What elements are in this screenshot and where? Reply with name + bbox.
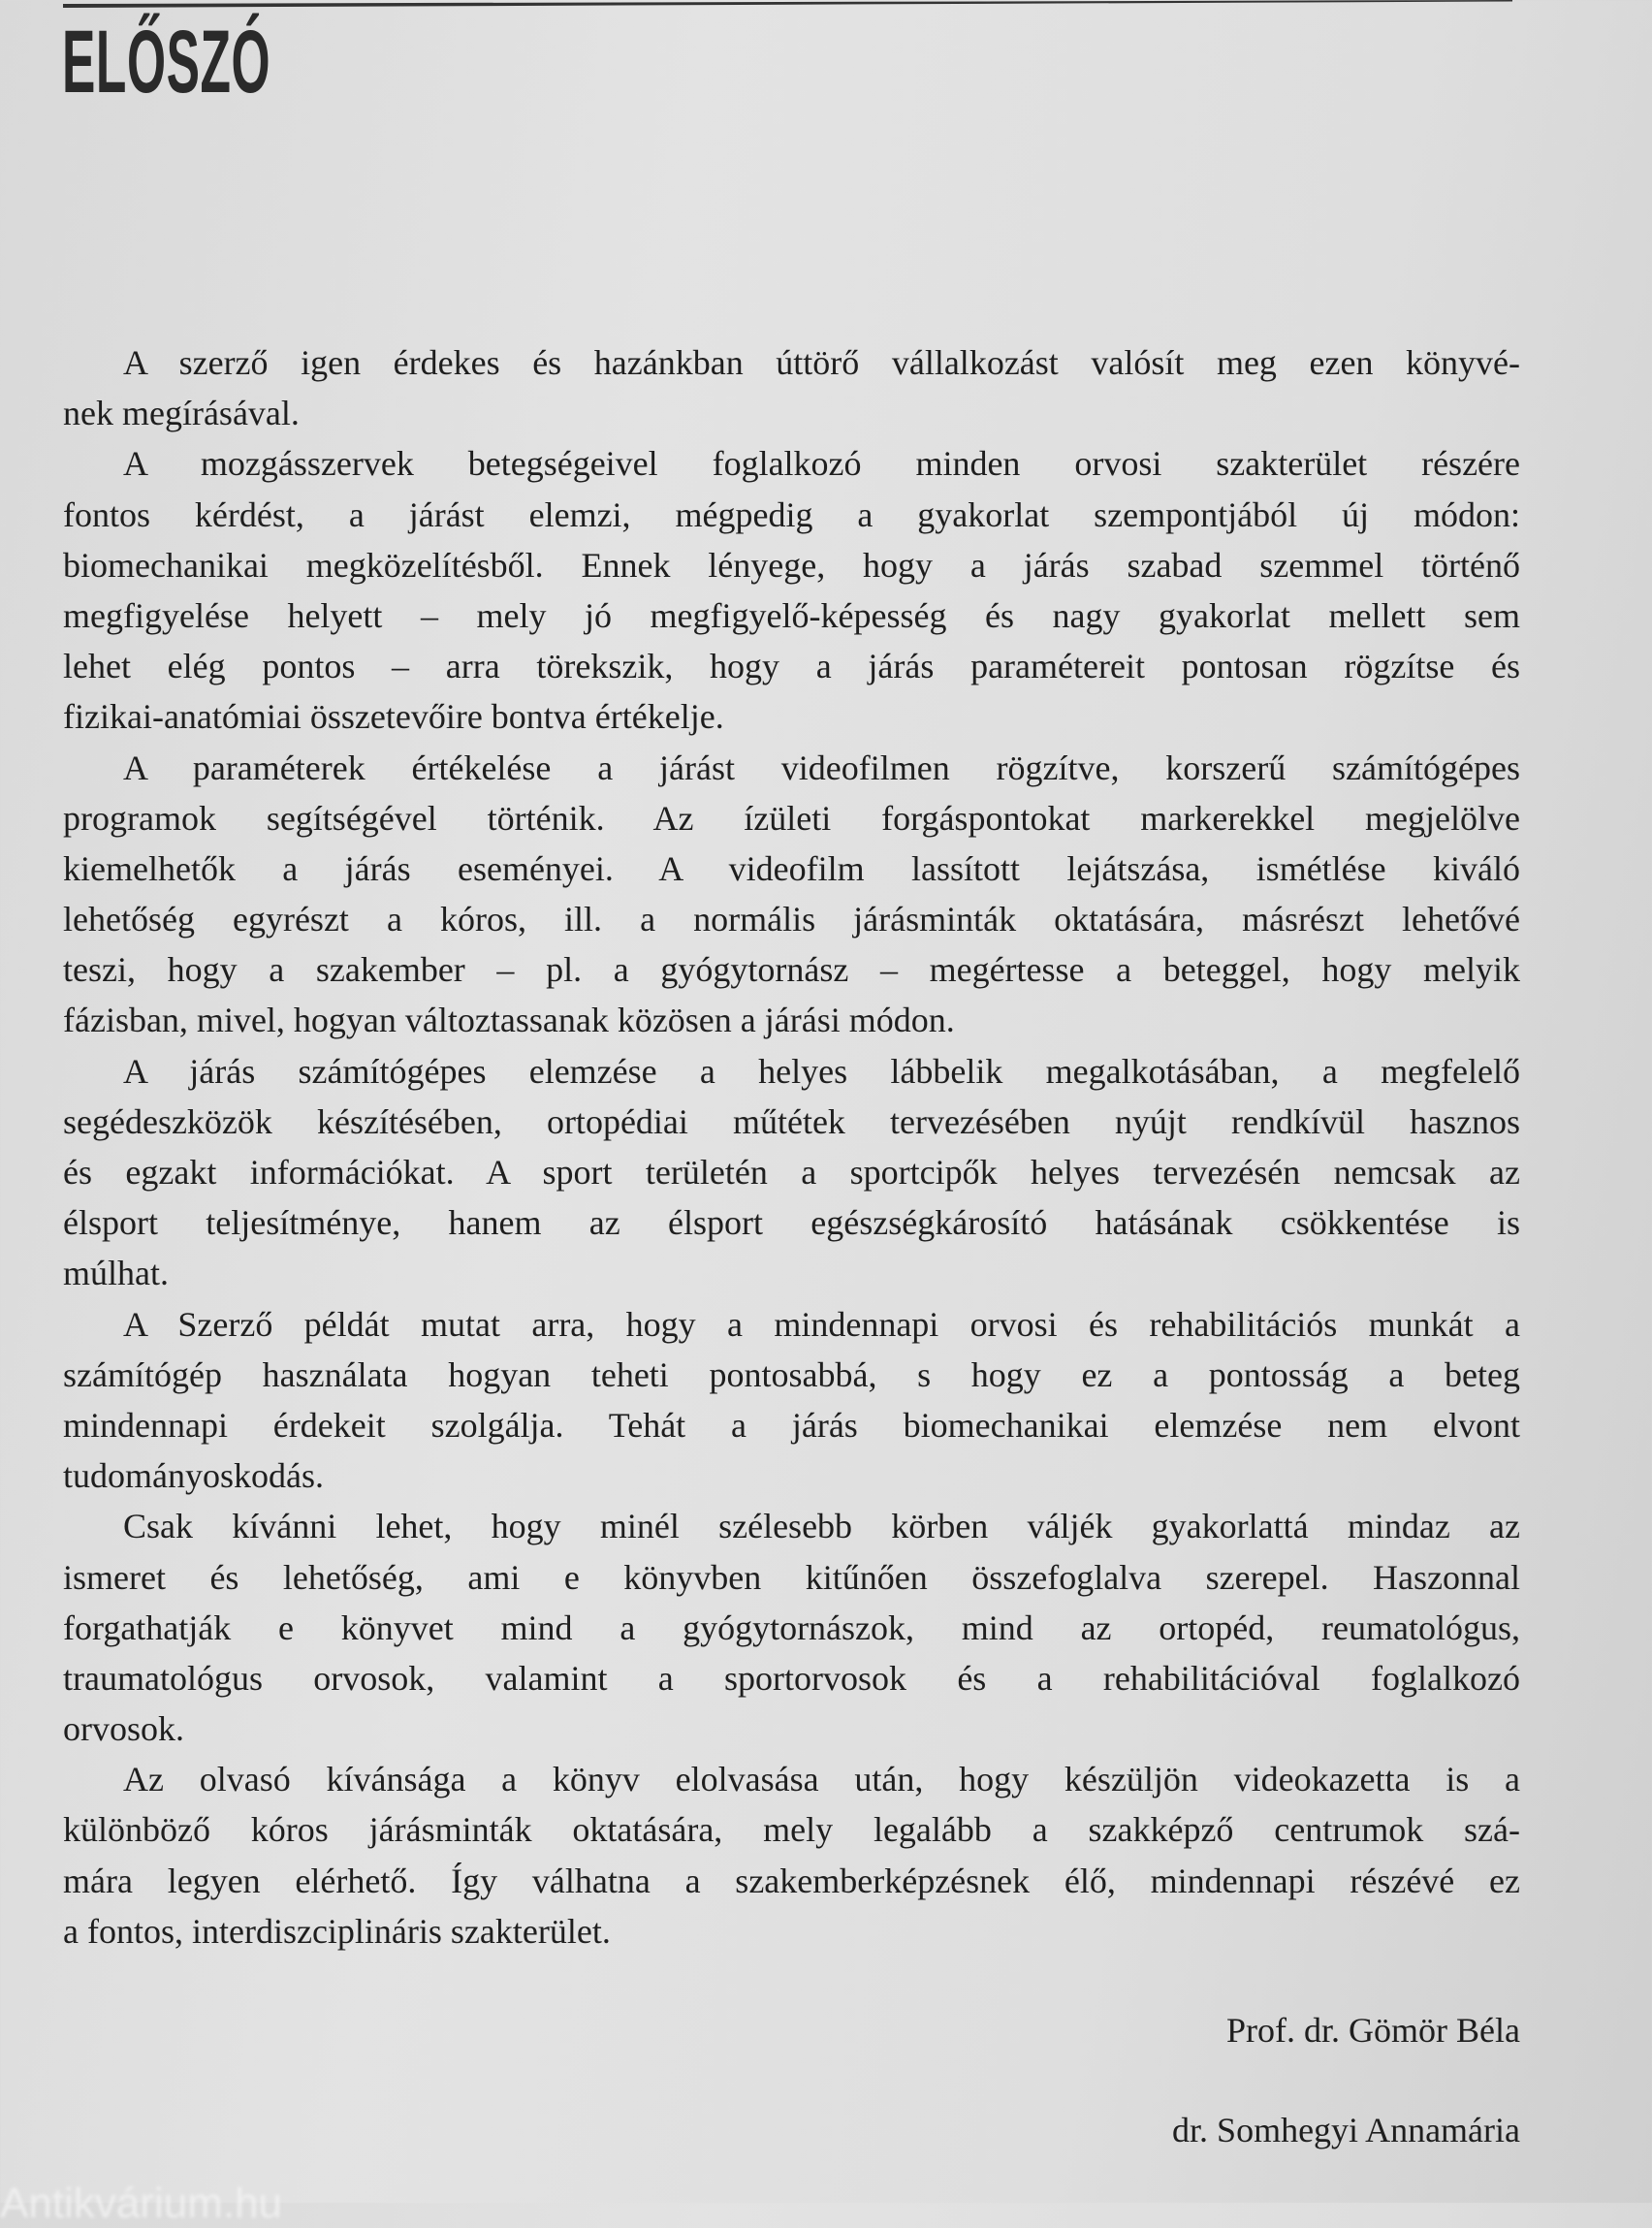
text-line: mára legyen elérhető. Így válhatna a szakemberképzésnek élő, mindennapi részévé ez bbox=[63, 1861, 1520, 1900]
text-line: biomechanikai megközelítésből. Ennek lényege, hogy a járás szabad szemmel történő bbox=[63, 545, 1520, 585]
text-line: élsport teljesítménye, hanem az élsport egészségkárosító hatásának csökkentése is bbox=[63, 1203, 1520, 1243]
paragraph bbox=[63, 337, 1520, 438]
text-line: A járás számítógépes elemzése a helyes lábbelik megalkotásában, a megfelelő bbox=[123, 1051, 1520, 1091]
text-line: és egzakt információkat. A sport területén a sportcipők helyes tervezésén nemcsak az bbox=[63, 1153, 1520, 1192]
text-line: nek megírásával. bbox=[63, 394, 300, 433]
text-line: ismeret és lehetőség, ami e könyvben kitűnően összefoglalva szerepel. Haszonnal bbox=[63, 1557, 1520, 1597]
text-line: a fontos, interdiszciplináris szakterület. bbox=[63, 1911, 611, 1951]
top-rule bbox=[63, 0, 1512, 10]
text-line: lehetőség egyrészt a kóros, ill. a normális járásminták oktatására, másrészt lehetővé bbox=[63, 900, 1520, 939]
paragraph bbox=[63, 743, 1520, 1046]
text-line: A Szerző példát mutat arra, hogy a mindennapi orvosi és rehabilitációs munkát a bbox=[123, 1304, 1520, 1344]
text-line: orvosok. bbox=[63, 1709, 184, 1749]
text-line: mindennapi érdekeit szolgálja. Tehát a járás biomechanikai elemzése nem elvont bbox=[63, 1405, 1520, 1445]
text-line: A szerző igen érdekes és hazánkban úttörő vállalkozást valósít meg ezen könyvé- bbox=[123, 343, 1520, 382]
text-line: különböző kóros járásminták oktatására, mely legalább a szakképző centrumok szá- bbox=[63, 1810, 1520, 1850]
text-line: forgathatják e könyvet mind a gyógytornászok, mind az ortopéd, reumatológus, bbox=[63, 1607, 1520, 1647]
text-line: megfigyelése helyett – mely jó megfigyelő-képesség és nagy gyakorlat mellett sem bbox=[63, 595, 1520, 635]
text-line: Csak kívánni lehet, hogy minél szélesebb körben váljék gyakorlattá mindaz az bbox=[123, 1507, 1520, 1546]
paragraph bbox=[63, 1299, 1520, 1502]
text-line: tudományoskodás. bbox=[63, 1456, 324, 1496]
text-line: A paraméterek értékelése a járást videofilmen rögzítve, korszerű számítógépes bbox=[123, 748, 1520, 787]
text-line: programok segítségével történik. Az ízületi forgáspontokat markerekkel megjelölve bbox=[63, 798, 1520, 838]
text-line: kiemelhetők a járás eseményei. A videofilm lassított lejátszása, ismétlése kiváló bbox=[63, 848, 1520, 888]
paragraph bbox=[63, 1501, 1520, 1754]
text-line: számítógép használata hogyan teheti pontosabbá, s hogy ez a pontosság a beteg bbox=[63, 1354, 1520, 1394]
paragraph bbox=[63, 1754, 1520, 1957]
text-line: segédeszközök készítésében, ortopédiai műtétek tervezésében nyújt rendkívül hasznos bbox=[63, 1101, 1520, 1141]
signature-1: Prof. dr. Gömör Béla bbox=[1226, 2011, 1520, 2050]
page-title: ELŐSZÓ bbox=[62, 13, 271, 111]
signature-2: dr. Somhegyi Annamária bbox=[1172, 2111, 1520, 2149]
text-line: fizikai-anatómiai összetevőire bontva értékelje. bbox=[63, 697, 724, 737]
text-line: A mozgásszervek betegségeivel foglalkozó minden orvosi szakterület részére bbox=[123, 444, 1520, 484]
paragraph bbox=[63, 438, 1520, 742]
watermark: Antikvárium.hu bbox=[0, 2180, 283, 2227]
text-line: traumatológus orvosok, valamint a sportorvosok és a rehabilitációval foglalkozó bbox=[63, 1658, 1520, 1698]
text-line: teszi, hogy a szakember – pl. a gyógytornász – megértesse a beteggel, hogy melyik bbox=[63, 950, 1520, 990]
text-line: Az olvasó kívánsága a könyv elolvasása után, hogy készüljön videokazetta is a bbox=[123, 1760, 1520, 1799]
foreword-body bbox=[63, 337, 1520, 1957]
paragraph bbox=[63, 1046, 1520, 1299]
text-line: lehet elég pontos – arra törekszik, hogy a járás paramétereit pontosan rögzítse és bbox=[63, 647, 1520, 686]
text-line: fontos kérdést, a járást elemzi, mégpedig a gyakorlat szempontjából új módon: bbox=[63, 494, 1520, 534]
text-line: fázisban, mivel, hogyan változtassanak közösen a járási módon. bbox=[63, 1001, 955, 1040]
text-line: múlhat. bbox=[63, 1254, 169, 1293]
